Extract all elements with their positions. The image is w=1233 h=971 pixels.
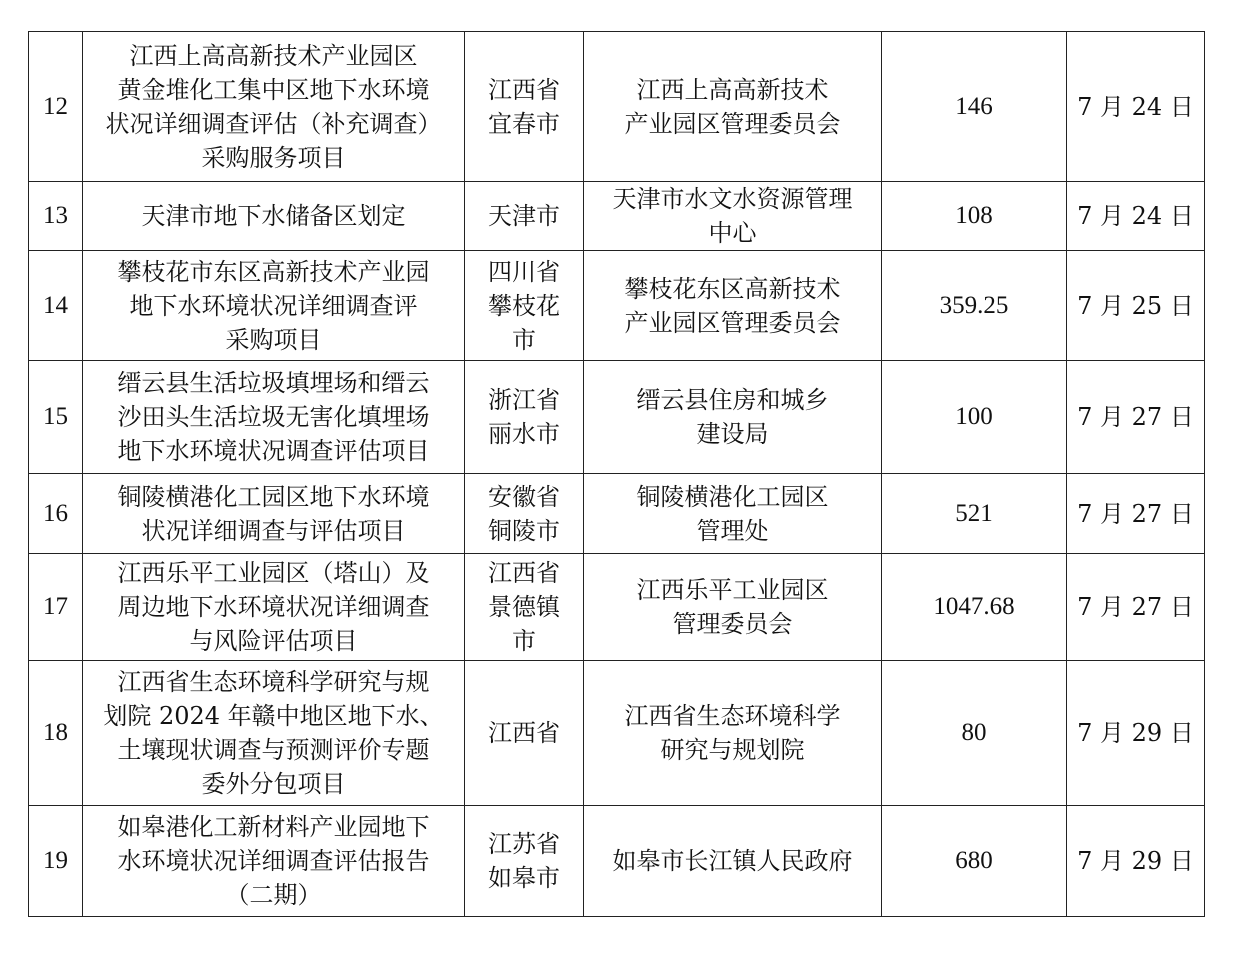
project-name: 江西省生态环境科学研究与规 划院 2024 年赣中地区地下水、 土壤现状调查与预测评价专题 委外分包项目	[83, 661, 465, 806]
row-number: 19	[29, 806, 83, 917]
table-row	[29, 661, 1205, 806]
project-region: 江西省	[465, 661, 584, 806]
row-number: 14	[29, 251, 83, 361]
project-name: 如皋港化工新材料产业园地下 水环境状况详细调查评估报告 （二期）	[83, 806, 465, 917]
project-region: 四川省 攀枝花 市	[465, 251, 584, 361]
project-date: 7 月 24 日	[1067, 32, 1205, 182]
project-date: 7 月 27 日	[1067, 361, 1205, 474]
row-number: 18	[29, 661, 83, 806]
project-amount: 146	[882, 32, 1067, 182]
table-row	[29, 806, 1205, 917]
table-row	[29, 554, 1205, 661]
row-number: 13	[29, 182, 83, 251]
project-name: 江西上高高新技术产业园区 黄金堆化工集中区地下水环境 状况详细调查评估（补充调查） 采购服务项目	[83, 32, 465, 182]
row-number: 16	[29, 474, 83, 554]
project-organization: 江西乐平工业园区 管理委员会	[584, 554, 882, 661]
project-date: 7 月 27 日	[1067, 554, 1205, 661]
project-region: 江苏省 如皋市	[465, 806, 584, 917]
row-number: 17	[29, 554, 83, 661]
project-amount: 359.25	[882, 251, 1067, 361]
project-date: 7 月 25 日	[1067, 251, 1205, 361]
project-name: 天津市地下水储备区划定	[83, 182, 465, 251]
project-date: 7 月 24 日	[1067, 182, 1205, 251]
project-organization: 天津市水文水资源管理 中心	[584, 182, 882, 251]
project-region: 江西省 景德镇 市	[465, 554, 584, 661]
project-amount: 1047.68	[882, 554, 1067, 661]
project-amount: 100	[882, 361, 1067, 474]
project-region: 安徽省 铜陵市	[465, 474, 584, 554]
project-organization: 江西上高高新技术 产业园区管理委员会	[584, 32, 882, 182]
project-organization: 如皋市长江镇人民政府	[584, 806, 882, 917]
table-row	[29, 361, 1205, 474]
project-date: 7 月 29 日	[1067, 806, 1205, 917]
project-date: 7 月 29 日	[1067, 661, 1205, 806]
project-organization: 缙云县住房和城乡 建设局	[584, 361, 882, 474]
project-organization: 攀枝花东区高新技术 产业园区管理委员会	[584, 251, 882, 361]
row-number: 12	[29, 32, 83, 182]
project-organization: 铜陵横港化工园区 管理处	[584, 474, 882, 554]
project-table	[28, 31, 1205, 917]
project-name: 江西乐平工业园区（塔山）及 周边地下水环境状况详细调查 与风险评估项目	[83, 554, 465, 661]
project-name: 缙云县生活垃圾填埋场和缙云 沙田头生活垃圾无害化填埋场 地下水环境状况调查评估项目	[83, 361, 465, 474]
project-region: 江西省 宜春市	[465, 32, 584, 182]
project-amount: 680	[882, 806, 1067, 917]
project-region: 浙江省 丽水市	[465, 361, 584, 474]
row-number: 15	[29, 361, 83, 474]
table-row	[29, 474, 1205, 554]
project-amount: 108	[882, 182, 1067, 251]
project-organization: 江西省生态环境科学 研究与规划院	[584, 661, 882, 806]
project-name: 铜陵横港化工园区地下水环境 状况详细调查与评估项目	[83, 474, 465, 554]
table-row	[29, 251, 1205, 361]
project-region: 天津市	[465, 182, 584, 251]
table-row	[29, 182, 1205, 251]
project-date: 7 月 27 日	[1067, 474, 1205, 554]
project-amount: 521	[882, 474, 1067, 554]
project-amount: 80	[882, 661, 1067, 806]
table-row	[29, 32, 1205, 182]
project-name: 攀枝花市东区高新技术产业园 地下水环境状况详细调查评 采购项目	[83, 251, 465, 361]
